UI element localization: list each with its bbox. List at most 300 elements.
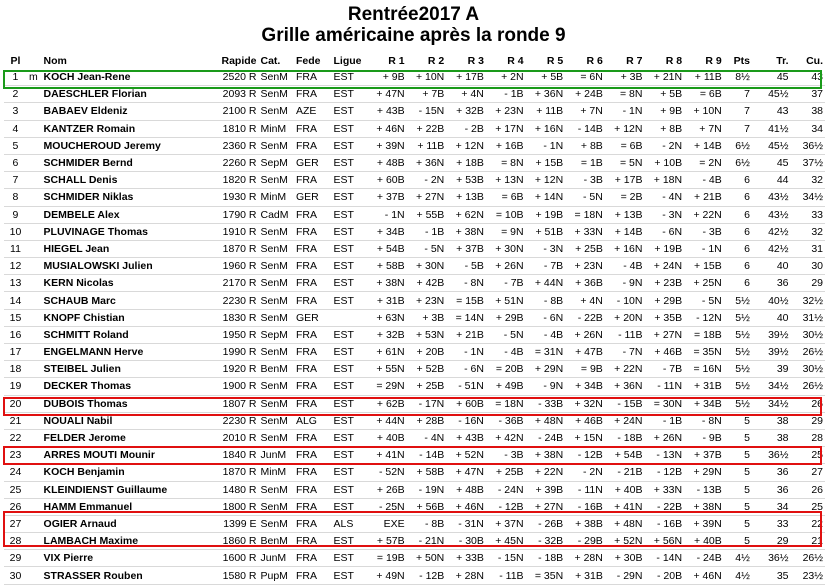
tiebreak-tr-cell: 38 — [776, 432, 789, 445]
tiebreak-cu-cell: 22 — [811, 517, 823, 530]
league-cell: EST — [333, 500, 354, 513]
round-8-cell: - 13N — [656, 449, 683, 462]
league-cell: EST — [333, 397, 354, 410]
category-cell: SenM — [260, 346, 288, 359]
rating-cell: 1960 R — [222, 260, 257, 273]
column-header: Cu. — [806, 55, 823, 67]
category-cell: SenM — [260, 105, 288, 118]
round-7-cell: + 3B — [620, 71, 643, 84]
round-5-cell: - 3N — [543, 242, 564, 255]
table-row — [4, 120, 825, 137]
table-row — [4, 326, 825, 343]
points-cell: 7 — [744, 88, 750, 101]
league-cell: EST — [333, 277, 354, 290]
round-9-cell: + 10N — [693, 105, 722, 118]
tiebreak-cu-cell: 30 — [811, 260, 823, 273]
round-4-cell: + 2N — [501, 71, 524, 84]
player-name-cell: DECKER Thomas — [43, 380, 132, 393]
rank-cell: 1 — [12, 71, 19, 84]
category-cell: SenM — [260, 380, 288, 393]
column-header: R 5 — [546, 55, 564, 67]
tiebreak-tr-cell: 43 — [776, 105, 789, 118]
federation-cell: FRA — [295, 71, 317, 84]
tiebreak-cu-cell: 23½ — [802, 569, 823, 582]
points-cell: 5 — [744, 466, 750, 479]
round-6-cell: + 15N — [574, 432, 603, 445]
player-name-cell: KNOPF Chistian — [43, 311, 125, 324]
rank-cell: 24 — [9, 466, 22, 479]
round-6-cell: + 23N — [574, 260, 603, 273]
table-row — [4, 223, 825, 240]
round-4-cell: = 10B — [495, 208, 524, 221]
federation-cell: FRA — [295, 88, 317, 101]
round-8-cell: - 16B — [657, 517, 683, 530]
player-name-cell: DEMBELE Alex — [43, 208, 120, 221]
title-cell — [27, 515, 42, 532]
player-name-cell: KOCH Benjamin — [43, 466, 125, 479]
points-cell: 6 — [744, 174, 750, 187]
table-row — [4, 344, 825, 361]
round-8-cell: + 24N — [653, 260, 683, 273]
league-cell: EST — [333, 157, 354, 170]
category-cell: SenM — [260, 174, 288, 187]
tiebreak-tr-cell: 34 — [776, 500, 789, 513]
tiebreak-cu-cell: 30½ — [802, 363, 823, 376]
round-6-cell: + 28N — [574, 552, 603, 565]
round-8-cell: + 9B — [660, 105, 683, 118]
tiebreak-cu-cell: 29 — [811, 277, 823, 290]
tiebreak-cu-cell: 21 — [811, 535, 823, 548]
round-9-cell: + 38N — [693, 500, 722, 513]
rank-cell: 19 — [9, 380, 22, 393]
tiebreak-cu-cell: 26½ — [802, 380, 823, 393]
title-cell — [27, 86, 42, 103]
column-header: R 3 — [467, 55, 484, 67]
rating-cell: 2520 R — [222, 71, 257, 84]
round-9-cell: - 12N — [696, 311, 722, 324]
round-4-cell: + 25B — [495, 466, 524, 479]
round-9-cell: + 40B — [694, 535, 722, 548]
round-5-cell: - 7B — [543, 260, 564, 273]
round-6-cell: - 2N — [582, 466, 603, 479]
table-row — [4, 395, 825, 412]
player-name-cell: KERN Nicolas — [43, 277, 114, 290]
tiebreak-tr-cell: 34½ — [768, 397, 789, 410]
tiebreak-tr-cell: 35 — [776, 569, 789, 582]
rank-cell: 26 — [9, 500, 22, 513]
league-cell: EST — [333, 380, 354, 393]
round-9-cell: + 25N — [693, 277, 722, 290]
round-9-cell: + 37B — [694, 449, 722, 462]
round-2-cell: + 7B — [422, 88, 445, 101]
round-9-cell: - 9B — [702, 432, 722, 445]
round-4-cell: - 7B — [504, 277, 524, 290]
table-row — [4, 429, 825, 446]
federation-cell: GER — [295, 191, 319, 204]
tiebreak-tr-cell: 42½ — [768, 225, 789, 238]
column-header: Tr. — [776, 55, 789, 67]
table-row — [4, 498, 825, 515]
rating-cell: 1810 R — [222, 122, 257, 135]
round-9-cell: + 31B — [694, 380, 722, 393]
player-name-cell: MUSIALOWSKI Julien — [43, 260, 153, 273]
round-2-cell: - 19N — [418, 483, 445, 496]
points-cell: 6 — [744, 277, 750, 290]
league-cell: EST — [333, 466, 354, 479]
standings-table — [4, 53, 825, 585]
round-4-cell: + 51N — [495, 294, 524, 307]
title-cell — [27, 206, 42, 223]
round-1-cell: + 41N — [376, 449, 405, 462]
round-6-cell: - 14B — [577, 122, 603, 135]
round-8-cell: - 1B — [662, 414, 683, 427]
round-7-cell: + 14B — [614, 225, 643, 238]
player-name-cell: DUBOIS Thomas — [43, 397, 128, 410]
points-cell: 5½ — [735, 397, 750, 410]
title-cell — [27, 533, 42, 550]
round-4-cell: + 42N — [495, 432, 524, 445]
title-cell — [27, 137, 42, 154]
category-cell: SenM — [260, 71, 288, 84]
category-cell: JunM — [260, 552, 287, 565]
tiebreak-tr-cell: 34½ — [768, 380, 789, 393]
round-2-cell: + 28B — [416, 414, 445, 427]
round-2-cell: + 22B — [416, 122, 445, 135]
tiebreak-cu-cell: 34 — [811, 122, 823, 135]
round-9-cell: - 4B — [702, 174, 722, 187]
rank-cell: 12 — [9, 260, 22, 273]
round-6-cell: + 34B — [575, 380, 603, 393]
title-cell — [27, 223, 42, 240]
tiebreak-tr-cell: 33 — [776, 517, 789, 530]
title-cell — [27, 361, 42, 378]
table-row — [4, 86, 825, 103]
round-1-cell: + 62B — [376, 397, 405, 410]
column-header: Ligue — [333, 55, 362, 67]
round-1-cell: + 57B — [376, 535, 405, 548]
federation-cell: FRA — [295, 122, 317, 135]
round-6-cell: + 8B — [580, 139, 603, 152]
round-1-cell: + 40B — [376, 432, 405, 445]
rating-cell: 2093 R — [222, 88, 257, 101]
round-3-cell: + 46N — [455, 500, 484, 513]
round-8-cell: + 33N — [653, 483, 683, 496]
round-4-cell: = 6B — [501, 191, 524, 204]
points-cell: 5½ — [735, 363, 750, 376]
round-5-cell: + 44N — [534, 277, 564, 290]
title-cell — [27, 498, 42, 515]
round-9-cell: = 6B — [699, 88, 722, 101]
round-2-cell: - 5N — [424, 242, 445, 255]
round-5-cell: - 26B — [538, 517, 564, 530]
round-4-cell: + 45N — [495, 535, 524, 548]
table-row — [4, 361, 825, 378]
rating-cell: 1910 R — [222, 225, 257, 238]
category-cell: SenM — [260, 225, 288, 238]
rank-cell: 28 — [9, 535, 22, 548]
round-6-cell: + 26N — [574, 328, 603, 341]
round-1-cell: - 25N — [378, 500, 405, 513]
round-4-cell: + 37N — [495, 517, 524, 530]
round-7-cell: + 30B — [614, 552, 643, 565]
tiebreak-cu-cell: 38 — [811, 105, 823, 118]
points-cell: 6 — [744, 225, 750, 238]
round-2-cell: + 56B — [416, 500, 445, 513]
league-cell: EST — [333, 328, 354, 341]
round-8-cell: - 7B — [662, 363, 683, 376]
round-7-cell: - 11B — [618, 328, 643, 341]
rank-cell: 22 — [9, 432, 22, 445]
round-2-cell: + 27N — [415, 191, 445, 204]
points-cell: 6 — [744, 260, 750, 273]
tiebreak-cu-cell: 32½ — [802, 294, 823, 307]
round-3-cell: + 60B — [456, 397, 484, 410]
round-5-cell: + 14N — [534, 191, 564, 204]
player-name-cell: SCHMIDER Bernd — [43, 157, 133, 170]
rating-cell: 2260 R — [222, 157, 257, 170]
round-2-cell: + 11B — [417, 139, 445, 152]
federation-cell: FRA — [295, 346, 317, 359]
rating-cell: 1860 R — [222, 535, 257, 548]
round-1-cell: + 61N — [376, 346, 405, 359]
column-header: R 9 — [705, 55, 722, 67]
tiebreak-cu-cell: 28 — [811, 432, 823, 445]
tiebreak-tr-cell: 39½ — [768, 346, 789, 359]
table-row — [4, 464, 825, 481]
category-cell: CadM — [260, 208, 289, 221]
round-2-cell: + 53N — [415, 328, 445, 341]
round-7-cell: + 52N — [614, 535, 643, 548]
round-5-cell: - 18B — [538, 552, 564, 565]
player-name-cell: FELDER Jerome — [43, 432, 126, 445]
federation-cell: GER — [295, 157, 319, 170]
round-7-cell: - 10N — [616, 294, 643, 307]
round-3-cell: = 14N — [455, 311, 484, 324]
round-8-cell: + 5B — [660, 88, 683, 101]
federation-cell: GER — [295, 311, 319, 324]
round-4-cell: - 24N — [497, 483, 524, 496]
round-7-cell: - 15B — [617, 397, 643, 410]
round-7-cell: + 41N — [614, 500, 643, 513]
federation-cell: FRA — [295, 432, 317, 445]
category-cell: MinM — [260, 122, 287, 135]
round-8-cell: + 8B — [660, 122, 683, 135]
round-7-cell: = 5N — [619, 157, 643, 170]
title-cell — [27, 189, 42, 206]
category-cell: MinM — [260, 191, 287, 204]
rank-cell: 9 — [12, 208, 19, 221]
round-2-cell: + 30N — [415, 260, 445, 273]
round-5-cell: - 33B — [538, 397, 564, 410]
tiebreak-cu-cell: 37½ — [802, 157, 823, 170]
table-row — [4, 258, 825, 275]
round-6-cell: + 4N — [580, 294, 603, 307]
category-cell: SenM — [260, 432, 288, 445]
round-3-cell: - 1N — [464, 346, 484, 359]
round-6-cell: + 33N — [574, 225, 603, 238]
round-1-cell: + 47N — [376, 88, 405, 101]
federation-cell: FRA — [295, 569, 317, 582]
round-4-cell: - 3B — [504, 449, 524, 462]
round-6-cell: + 24B — [575, 88, 603, 101]
column-header: R 2 — [427, 55, 445, 67]
round-5-cell: - 4B — [543, 328, 564, 341]
federation-cell: FRA — [295, 483, 317, 496]
title-cell — [27, 567, 42, 584]
category-cell: SenM — [260, 517, 288, 530]
rank-cell: 11 — [10, 242, 21, 255]
round-3-cell: + 38N — [455, 225, 484, 238]
round-3-cell: - 16N — [458, 414, 484, 427]
rank-cell: 10 — [9, 225, 22, 238]
player-name-cell: HAMM Emmanuel — [43, 500, 133, 513]
round-3-cell: + 32B — [456, 105, 484, 118]
title-cell — [27, 550, 42, 567]
rating-cell: 1930 R — [222, 191, 257, 204]
round-1-cell: + 63N — [376, 311, 405, 324]
round-6-cell: = 18N — [574, 208, 603, 221]
rank-cell: 30 — [9, 569, 22, 582]
round-7-cell: - 21B — [617, 466, 643, 479]
league-cell: EST — [333, 569, 354, 582]
round-1-cell: + 58B — [376, 260, 405, 273]
round-6-cell: + 32N — [574, 397, 603, 410]
rating-cell: 1807 R — [222, 397, 257, 410]
standings-body — [4, 69, 825, 584]
category-cell: SenM — [260, 311, 288, 324]
league-cell: EST — [333, 122, 354, 135]
round-4-cell: + 16B — [495, 139, 524, 152]
round-8-cell: - 6N — [662, 225, 683, 238]
league-cell: EST — [333, 105, 354, 118]
round-6-cell: - 12B — [577, 449, 603, 462]
tiebreak-tr-cell: 38 — [776, 414, 789, 427]
rating-cell: 1950 R — [222, 328, 257, 341]
tiebreak-cu-cell: 27 — [811, 466, 823, 479]
round-5-cell: - 6N — [543, 311, 564, 324]
round-6-cell: = 9B — [580, 363, 603, 376]
round-6-cell: + 47B — [575, 346, 603, 359]
round-2-cell: + 23N — [415, 294, 445, 307]
rank-cell: 2 — [12, 88, 19, 101]
round-7-cell: - 7N — [622, 346, 643, 359]
round-9-cell: + 14B — [694, 139, 722, 152]
round-2-cell: + 58B — [416, 466, 445, 479]
league-cell: EST — [333, 535, 354, 548]
federation-cell: FRA — [295, 294, 317, 307]
points-cell: 5 — [744, 500, 750, 513]
rating-cell: 2230 R — [222, 414, 257, 427]
rank-cell: 23 — [9, 449, 22, 462]
category-cell: SenM — [260, 277, 288, 290]
rating-cell: 1920 R — [222, 363, 257, 376]
player-name-cell: ARRES MOUTI Mounir — [43, 449, 155, 462]
round-6-cell: = 1B — [580, 157, 603, 170]
round-4-cell: + 30N — [495, 242, 524, 255]
round-1-cell: + 39N — [376, 139, 405, 152]
table-row — [4, 481, 825, 498]
rank-cell: 5 — [12, 139, 19, 152]
points-cell: 7 — [744, 122, 750, 135]
rating-cell: 1820 R — [222, 174, 257, 187]
tiebreak-tr-cell: 36½ — [768, 552, 789, 565]
round-7-cell: + 36N — [614, 380, 643, 393]
table-row — [4, 240, 825, 257]
table-row — [4, 567, 825, 584]
round-4-cell: - 12B — [498, 500, 524, 513]
federation-cell: FRA — [295, 449, 317, 462]
round-8-cell: - 11N — [657, 380, 683, 393]
round-9-cell: + 34B — [694, 397, 722, 410]
round-5-cell: + 29N — [534, 363, 564, 376]
league-cell: EST — [333, 242, 354, 255]
grid-subtitle: Grille américaine après la ronde 9 — [261, 25, 566, 46]
round-4-cell: - 11B — [499, 569, 524, 582]
round-3-cell: - 51N — [458, 380, 484, 393]
round-6-cell: - 3B — [583, 174, 603, 187]
round-8-cell: + 10B — [654, 157, 683, 170]
column-header: Pl — [10, 55, 21, 67]
column-header: Fede — [295, 55, 321, 67]
round-9-cell: + 7N — [699, 122, 722, 135]
round-2-cell: + 55B — [416, 208, 445, 221]
category-cell: SenM — [260, 414, 288, 427]
rank-cell: 20 — [9, 397, 22, 410]
tiebreak-tr-cell: 36½ — [768, 449, 789, 462]
player-name-cell: PLUVINAGE Thomas — [43, 225, 148, 238]
round-5-cell: + 38N — [534, 449, 564, 462]
column-header: Rapide — [221, 55, 257, 67]
round-2-cell: - 12B — [419, 569, 445, 582]
rating-cell: 2010 R — [222, 432, 257, 445]
round-7-cell: + 54B — [614, 449, 643, 462]
tiebreak-cu-cell: 36½ — [802, 139, 823, 152]
tiebreak-tr-cell: 36 — [776, 277, 789, 290]
category-cell: SenM — [260, 139, 288, 152]
category-cell: SepM — [260, 328, 288, 341]
points-cell: 5 — [744, 432, 750, 445]
category-cell: JunM — [260, 449, 287, 462]
round-7-cell: + 17B — [614, 174, 643, 187]
round-4-cell: = 8N — [501, 157, 524, 170]
title-cell — [27, 429, 42, 446]
tiebreak-tr-cell: 40 — [776, 311, 789, 324]
rating-cell: 1840 R — [222, 449, 257, 462]
points-cell: 5½ — [735, 294, 750, 307]
tiebreak-tr-cell: 43½ — [768, 208, 789, 221]
round-2-cell: - 21N — [418, 535, 445, 548]
category-cell: SenM — [260, 500, 288, 513]
round-7-cell: = 6B — [620, 139, 643, 152]
player-name-cell: DAESCHLER Florian — [43, 88, 147, 101]
rank-cell: 8 — [12, 191, 19, 204]
round-4-cell: - 5N — [503, 328, 524, 341]
round-3-cell: + 17B — [456, 71, 484, 84]
column-header: Nom — [43, 55, 67, 67]
round-8-cell: + 26N — [653, 432, 683, 445]
tiebreak-tr-cell: 44 — [776, 174, 789, 187]
round-2-cell: - 8B — [425, 517, 445, 530]
round-7-cell: + 24N — [614, 414, 643, 427]
round-3-cell: + 37B — [456, 242, 484, 255]
rating-cell: 1900 R — [222, 380, 257, 393]
round-5-cell: - 1N — [543, 139, 564, 152]
table-row — [4, 189, 825, 206]
rating-cell: 1830 R — [222, 311, 257, 324]
round-8-cell: - 12B — [657, 466, 683, 479]
round-5-cell: + 51B — [535, 225, 564, 238]
tiebreak-cu-cell: 31½ — [802, 311, 823, 324]
